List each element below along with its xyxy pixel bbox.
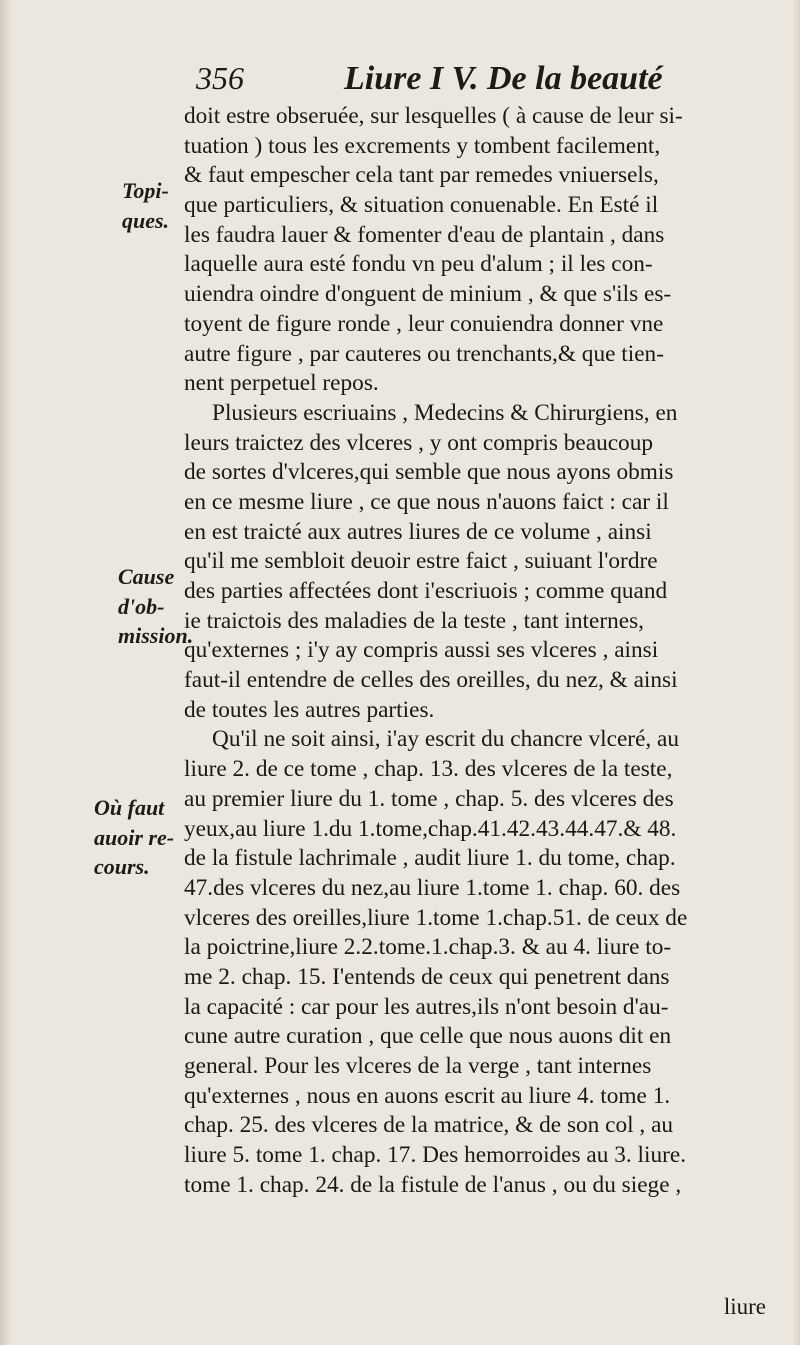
text-line: nent perpetuel repos.: [184, 370, 379, 397]
text-line: tome 1. chap. 24. de la fistule de l'anus , ou du siege ,: [184, 1171, 682, 1198]
margin-note-topiques: [122, 176, 169, 235]
text-line: de sortes d'vlceres,qui semble que nous ayons obmis: [184, 459, 674, 486]
running-head: Liure I V. De la beauté: [344, 60, 663, 97]
text-line: 47.des vlceres du nez,au liure 1.tome 1. chap. 60. des: [184, 874, 681, 901]
paragraph-first-line: Plusieurs escriuains , Medecins & Chirurgiens, en: [212, 399, 678, 426]
text-line: autre figure , par cauteres ou trenchants,& que tien-: [184, 340, 664, 367]
margin-note-line: Topi-: [122, 178, 169, 203]
text-line: leurs traictez des vlceres , y ont compris beaucoup: [184, 429, 653, 456]
margin-note-cause-omission: [118, 562, 193, 651]
text-line: vlceres des oreilles,liure 1.tome 1.chap.51. de ceux de: [184, 904, 688, 931]
text-line: faut-il entendre de celles des oreilles, du nez, & ainsi: [184, 667, 678, 694]
page-header: [196, 60, 756, 104]
text-line: doit estre obseruée, sur lesquelles ( à cause de leur si-: [184, 103, 683, 129]
paragraph-first-line: Qu'il ne soit ainsi, i'ay escrit du chancre vlceré, au: [212, 726, 680, 753]
text-line: toyent de figure ronde , leur conuiendra donner vne: [184, 310, 664, 337]
text-line: uiendra oindre d'onguent de minium , & que s'ils es-: [184, 281, 672, 308]
margin-note-recours: [94, 793, 174, 882]
text-line: en ce mesme liure , ce que nous n'auons faict : car il: [184, 488, 669, 515]
margin-note-line: d'ob-: [118, 593, 165, 619]
text-line: cune autre curation , que celle que nous auons dit en: [184, 1023, 672, 1050]
margin-note-line: mission.: [118, 623, 194, 648]
text-line: tuation ) tous les excrements y tombent facilement,: [184, 132, 661, 159]
text-line: les faudra lauer & fomenter d'eau de plantain , dans: [184, 221, 665, 248]
text-line: en est traicté aux autres liures de ce volume , ainsi: [184, 518, 652, 545]
text-line: liure 5. tome 1. chap. 17. Des hemorroides au 3. liure.: [184, 1142, 687, 1169]
text-line: chap. 25. des vlceres de la matrice, & de son col , au: [184, 1112, 674, 1139]
text-line: qu'externes ; i'y ay compris aussi ses vlceres , ainsi: [184, 637, 659, 664]
catchword: liure: [723, 1294, 766, 1319]
text-line: la capacité : car pour les autres,ils n'ont besoin d'au-: [184, 993, 669, 1020]
text-line: de la fistule lachrimale , audit liure 1. du tome, chap.: [184, 845, 676, 872]
text-line: au premier liure du 1. tome , chap. 5. des vlceres des: [184, 785, 674, 812]
text-line: me 2. chap. 15. I'entends de ceux qui penetrent dans: [184, 963, 670, 990]
page-edge-left: [0, 0, 12, 1345]
text-line: ie traictois des maladies de la teste , tant internes,: [184, 607, 644, 634]
text-line: que particuliers, & situation conuenable. En Esté il: [184, 192, 659, 219]
margin-note-line: ques.: [122, 207, 170, 233]
text-line: qu'il me sembloit deuoir estre faict , suiuant l'ordre: [184, 548, 658, 575]
margin-note-line: Cause: [118, 564, 175, 589]
text-line: yeux,au liure 1.du 1.tome,chap.41.42.43.44.47.& 48.: [184, 815, 677, 842]
body-text: [184, 102, 796, 1200]
text-line: la poictrine,liure 2.2.tome.1.chap.3. & au 4. liure to-: [184, 934, 672, 961]
page-number: 356: [196, 60, 244, 96]
text-line: qu'externes , nous en auons escrit au liure 4. tome 1.: [184, 1082, 671, 1109]
text-line: des parties affectées dont i'escriuois ; comme quand: [184, 578, 668, 604]
text-line: laquelle aura esté fondu vn peu d'alum ; il les con-: [184, 251, 653, 278]
text-line: & faut empescher cela tant par remedes vniuersels,: [184, 162, 659, 189]
margin-note-line: Où faut: [94, 795, 165, 820]
margin-note-line: auoir re-: [94, 824, 175, 850]
text-line: general. Pour les vlceres de la verge , tant internes: [184, 1053, 652, 1079]
text-line: de toutes les autres parties.: [184, 696, 435, 723]
text-line: liure 2. de ce tome , chap. 13. des vlceres de la teste,: [184, 756, 673, 783]
margin-note-line: cours.: [94, 854, 150, 879]
